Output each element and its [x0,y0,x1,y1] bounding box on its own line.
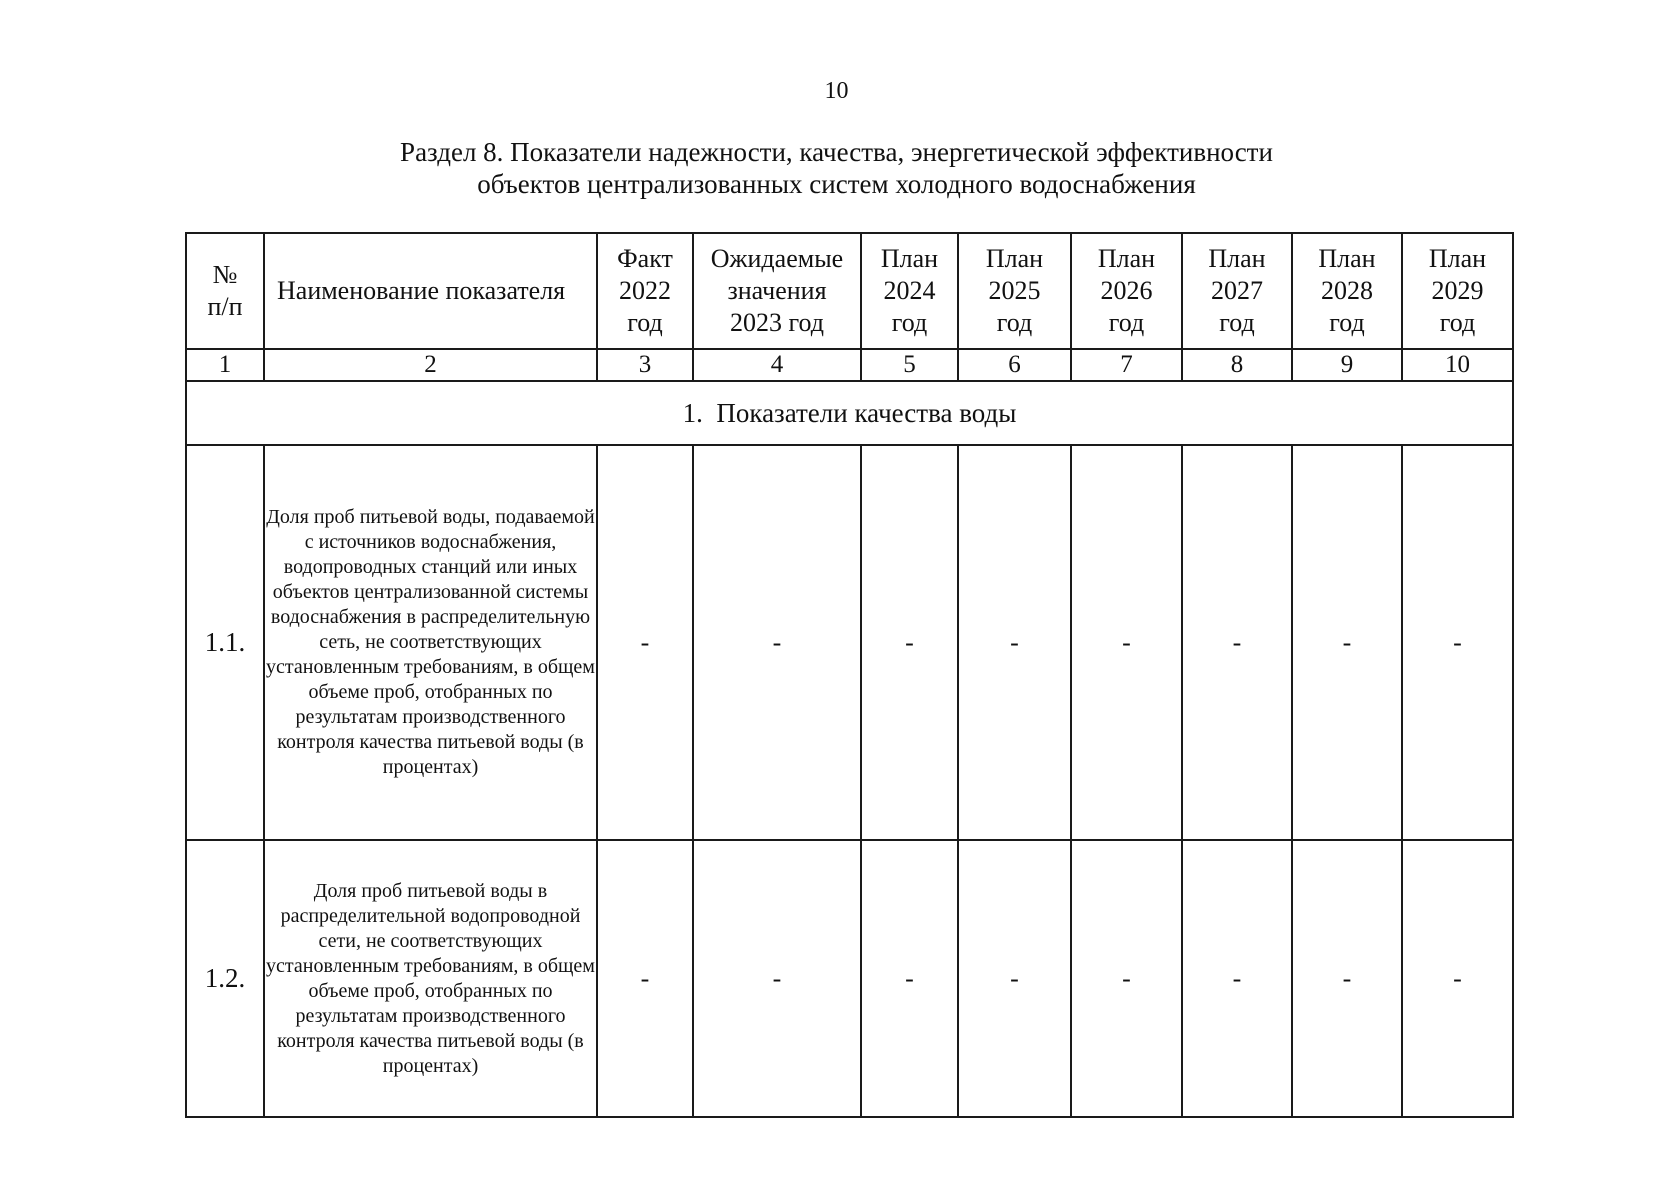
value-cell: - [1071,445,1182,840]
header-plan-2025: План 2025 год [958,233,1071,349]
column-number: 5 [861,349,958,381]
header-plan-2024: План 2024 год [861,233,958,349]
column-number: 8 [1182,349,1292,381]
value-cell: - [958,840,1071,1117]
header-name: Наименование показателя [264,233,597,349]
value-cell: - [1402,445,1513,840]
row-number: 1.2. [186,840,264,1117]
column-number: 3 [597,349,693,381]
page-title-line-2: объектов централизованных систем холодного водоснабжения [477,169,1196,199]
column-number: 1 [186,349,264,381]
value-cell: - [597,840,693,1117]
page-number: 10 [824,78,849,104]
indicators-table [185,232,1514,1118]
header-plan-2026: План 2026 год [1071,233,1182,349]
header-num: № п/п [186,233,264,349]
value-cell: - [1071,840,1182,1117]
value-cell: - [1182,840,1292,1117]
value-cell: - [597,445,693,840]
header-plan-2029: План 2029 год [1402,233,1513,349]
header-row [186,233,1513,349]
indicator-description: Доля проб питьевой воды, подаваемой с источников водоснабжения, водопроводных станций или иных объектов централизованной системы водоснабжения в распределительную сеть, не соответствующих установленным требованиям, в общем объеме проб, отобранных по результатам производственного контроля качества питьевой воды (в процентах) [264,445,597,840]
header-plan-2027: План 2027 год [1182,233,1292,349]
section-heading [186,381,1513,445]
page-title-line-1: Раздел 8. Показатели надежности, качества, энергетической эффективности [400,137,1273,167]
column-number: 2 [264,349,597,381]
value-cell: - [861,840,958,1117]
value-cell: - [861,445,958,840]
section-title: Показатели качества воды [716,397,1017,428]
header-plan-2028: План 2028 год [1292,233,1402,349]
table-row [186,840,1513,1117]
value-cell: - [1402,840,1513,1117]
indicator-description: Доля проб питьевой воды в распределительной водопроводной сети, не соответствующих установленным требованиям, в общем объеме проб, отобранных по результатам производственного контроля качества питьевой воды (в процентах) [264,840,597,1117]
header-fact-2022: Факт 2022 год [597,233,693,349]
section-number: 1. [682,397,703,428]
column-number: 7 [1071,349,1182,381]
column-number: 10 [1402,349,1513,381]
value-cell: - [1292,445,1402,840]
value-cell: - [693,840,861,1117]
row-number: 1.1. [186,445,264,840]
table-row [186,445,1513,840]
column-number-row [186,349,1513,381]
header-expected-2023: Ожидаемые значения 2023 год [693,233,861,349]
column-number: 9 [1292,349,1402,381]
page-title [0,136,1673,200]
value-cell: - [958,445,1071,840]
column-number: 4 [693,349,861,381]
value-cell: - [693,445,861,840]
section-row [186,381,1513,445]
column-number: 6 [958,349,1071,381]
value-cell: - [1292,840,1402,1117]
value-cell: - [1182,445,1292,840]
